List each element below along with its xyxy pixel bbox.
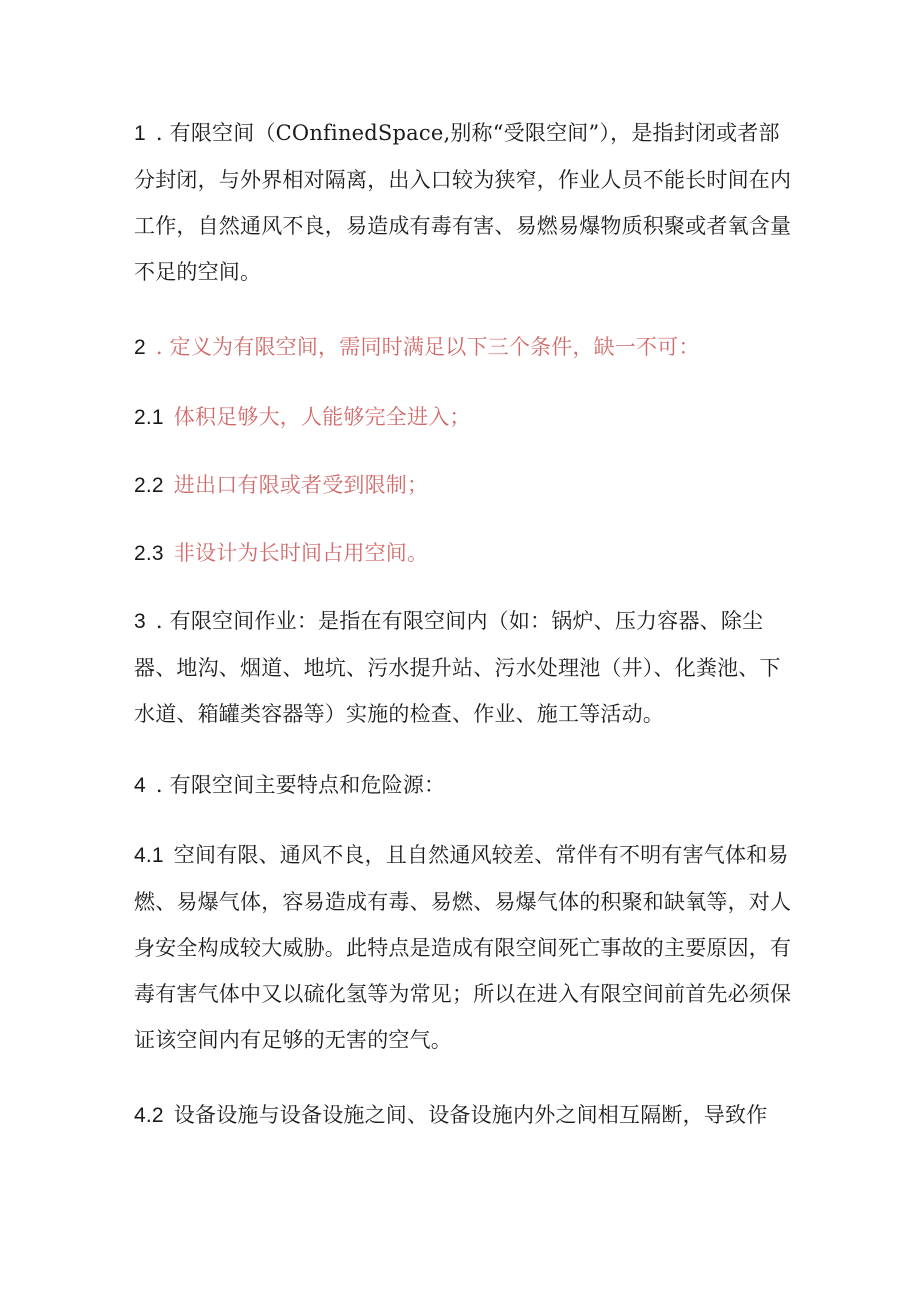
paragraph-2-3 [134, 530, 794, 577]
paragraph-text: . 定义为有限空间，需同时满足以下三个条件，缺一不可： [155, 335, 700, 359]
paragraph-text: 体积足够大，人能够完全进入； [173, 405, 471, 429]
paragraph-2-1 [134, 394, 794, 441]
paragraph-1 [134, 110, 794, 295]
paragraph-number: 3 [134, 610, 146, 633]
paragraph-number: 2 [134, 336, 146, 359]
paragraph-4-2 [134, 1092, 794, 1139]
paragraph-2-2 [134, 462, 794, 509]
paragraph-text: 空间有限、通风不良，且自然通风较差、常伴有不明有害气体和易燃、易爆气体，容易造成有毒、易燃、易爆气体的积聚和缺氧等，对人身安全构成较大威胁。此特点是造成有限空间死亡事故的主要原因，有毒有害气体中又以硫化氢等为常见；所以在进入有限空间前首先必须保证该空间内有足够的无害的空气。 [134, 843, 792, 1052]
paragraph-number: 4.1 [134, 844, 164, 867]
paragraph-4-1 [134, 832, 794, 1063]
paragraph-4 [134, 762, 794, 809]
paragraph-number: 4.2 [134, 1104, 164, 1127]
paragraph-text: . 有限空间主要特点和危险源： [155, 773, 446, 797]
paragraph-text: 进出口有限或者受到限制； [173, 473, 429, 497]
paragraph-text: 设备设施与设备设施之间、设备设施内外之间相互隔断，导致作 [173, 1103, 768, 1127]
paragraph-text: . 有限空间作业：是指在有限空间内（如：锅炉、压力容器、除尘器、地沟、烟道、地坑、污水提升站、污水处理池（井）、化粪池、下水道、箱罐类容器等）实施的检查、作业、施工等活动。 [134, 609, 781, 726]
paragraph-number: 2.2 [134, 474, 164, 497]
paragraph-number: 2.1 [134, 406, 164, 429]
paragraph-text: 非设计为长时间占用空间。 [173, 541, 429, 565]
paragraph-2 [134, 324, 794, 371]
paragraph-text: . 有限空间（COnfinedSpace,别称“受限空间”），是指封闭或者部分封闭，与外界相对隔离，出入口较为狭窄，作业人员不能长时间在内工作，自然通风不良，易造成有毒有害、易燃易爆物质积聚或者氧含量不足的空间。 [134, 121, 792, 284]
paragraph-number: 4 [134, 774, 146, 797]
paragraph-3 [134, 598, 794, 737]
paragraph-number: 2.3 [134, 542, 164, 565]
paragraph-number: 1 [134, 122, 146, 145]
